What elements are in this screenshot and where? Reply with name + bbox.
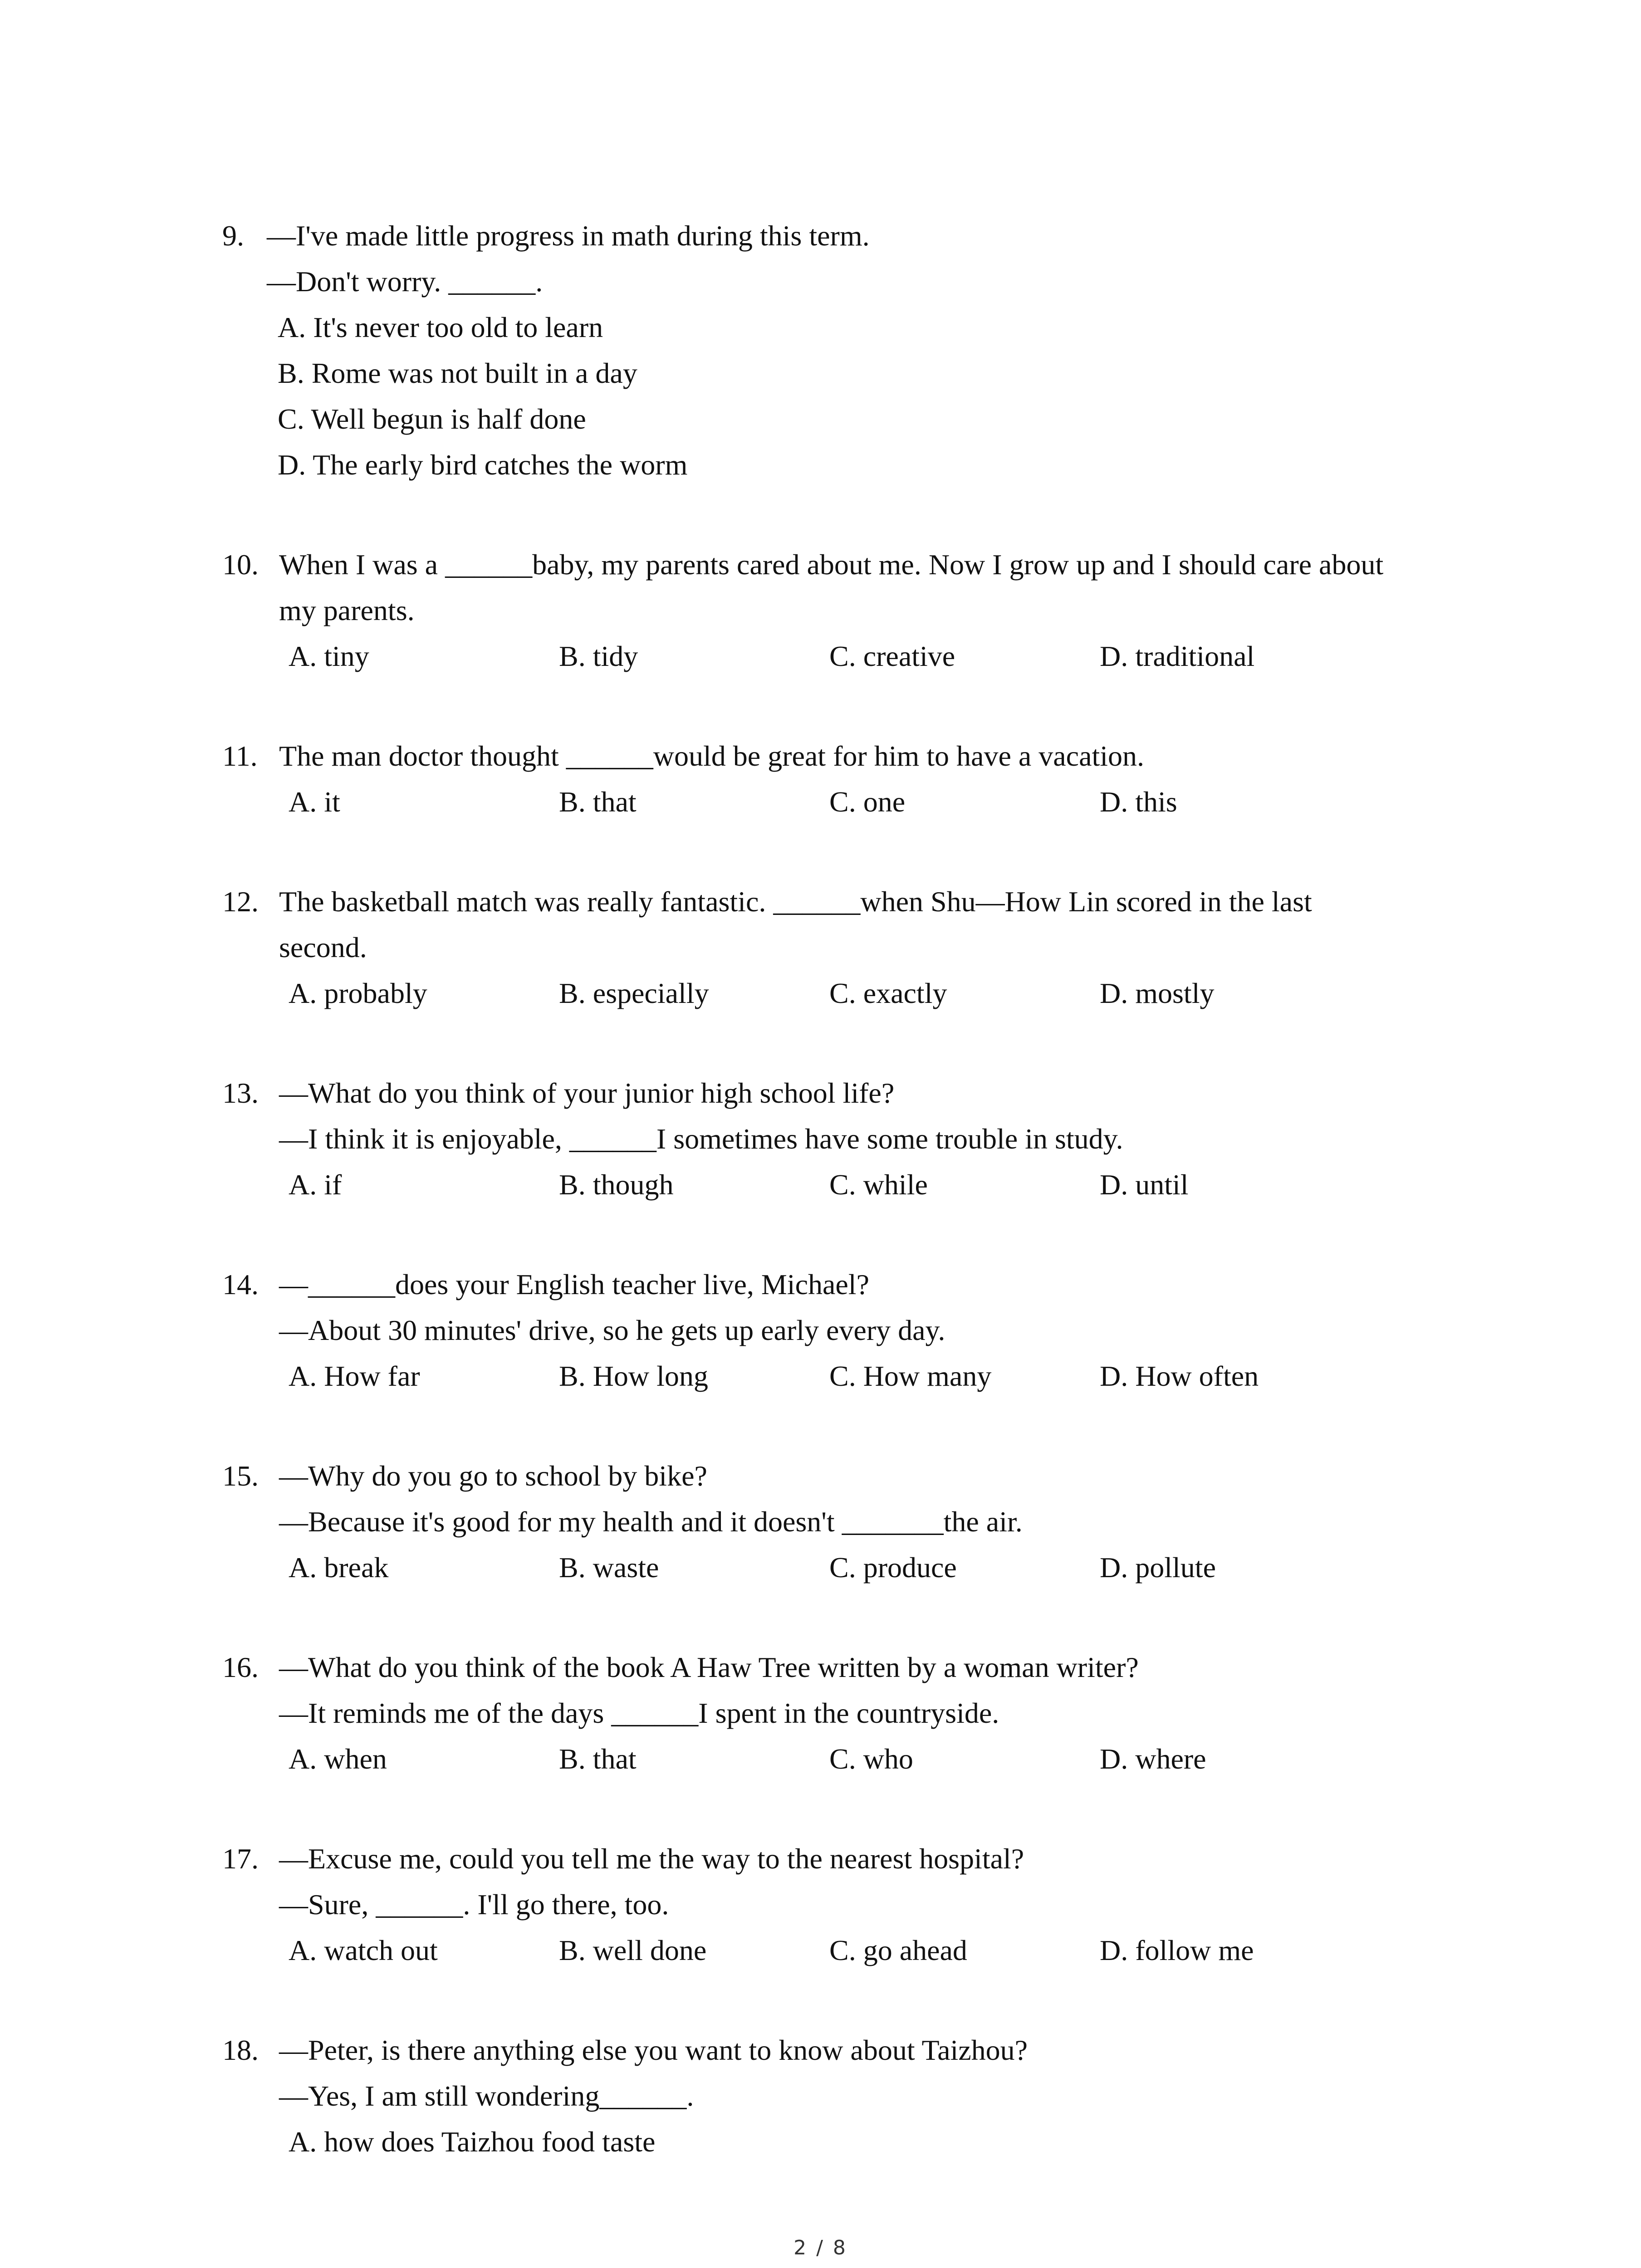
question-stem-line: —Because it's good for my health and it doesn't _______the air. [279,1505,1023,1538]
question-stem-line: —Don't worry. ______. [267,265,543,298]
question-stem-line: —About 30 minutes' drive, so he gets up early every day. [279,1314,945,1346]
option-c: C. produce [829,1551,957,1584]
option-c: C. Well begun is half done [278,403,586,435]
question-number: 14. [222,1268,259,1300]
option-a: A. tiny [289,640,369,672]
question-stem-line: —Peter, is there anything else you want to know about Taizhou? [279,2034,1028,2066]
question-stem-line: The basketball match was really fantastic. ______when Shu—How Lin scored in the last [279,885,1312,918]
option-b: B. especially [559,977,709,1009]
option-b: B. waste [559,1551,659,1584]
question-stem-line: —It reminds me of the days ______I spent in the countryside. [279,1697,999,1729]
option-c: C. creative [829,640,955,672]
option-c: C. while [829,1168,928,1201]
option-a: A. probably [289,977,427,1009]
option-d: D. follow me [1100,1934,1254,1966]
question-stem-line: —I've made little progress in math during this term. [267,220,870,252]
option-a: A. when [289,1743,387,1775]
option-b: B. though [559,1168,674,1201]
question-number: 13. [222,1077,259,1109]
option-d: D. The early bird catches the worm [278,449,688,481]
question-stem-line: —What do you think of your junior high school life? [279,1077,895,1109]
option-c: C. one [829,786,906,818]
question-stem-line: second. [279,931,367,963]
option-a: A. watch out [289,1934,438,1966]
option-b: B. tidy [559,640,638,672]
option-d: D. traditional [1100,640,1255,672]
option-b: B. that [559,786,637,818]
option-d: D. this [1100,786,1177,818]
question-stem-line: —What do you think of the book A Haw Tree written by a woman writer? [279,1651,1139,1683]
option-d: D. where [1100,1743,1206,1775]
question-stem-line: —Sure, ______. I'll go there, too. [279,1888,669,1921]
option-d: D. How often [1100,1360,1259,1392]
question-number: 10. [222,548,259,581]
option-a: A. it [289,786,340,818]
option-d: D. mostly [1100,977,1215,1009]
option-c: C. who [829,1743,913,1775]
option-b: B. that [559,1743,637,1775]
question-stem-line: —Yes, I am still wondering______. [279,2080,694,2112]
option-b: B. How long [559,1360,708,1392]
option-a: A. How far [289,1360,420,1392]
question-number: 18. [222,2034,259,2066]
option-a: A. if [289,1168,342,1201]
question-stem-line: —Excuse me, could you tell me the way to the nearest hospital? [279,1843,1024,1875]
option-b: B. well done [559,1934,707,1966]
question-stem-line: When I was a ______baby, my parents cared about me. Now I grow up and I should care about [279,548,1384,581]
option-a: A. how does Taizhou food taste [289,2126,656,2158]
question-stem-line: The man doctor thought ______would be great for him to have a vacation. [279,740,1145,772]
question-number: 11. [222,740,258,772]
option-d: D. pollute [1100,1551,1216,1584]
question-stem-line: —______does your English teacher live, Michael? [279,1268,869,1300]
question-number: 9. [222,220,244,252]
question-number: 15. [222,1460,259,1492]
page-number: 2 / 8 [794,2236,847,2259]
option-a: A. It's never too old to learn [278,311,603,343]
option-c: C. go ahead [829,1934,967,1966]
question-number: 17. [222,1843,259,1875]
option-b: B. Rome was not built in a day [278,357,637,389]
option-a: A. break [289,1551,389,1584]
question-stem-line: my parents. [279,594,415,626]
question-stem-line: —I think it is enjoyable, ______I sometimes have some trouble in study. [279,1123,1123,1155]
option-c: C. exactly [829,977,947,1009]
question-stem-line: —Why do you go to school by bike? [279,1460,707,1492]
option-c: C. How many [829,1360,992,1392]
option-d: D. until [1100,1168,1189,1201]
question-number: 16. [222,1651,259,1683]
question-number: 12. [222,885,259,918]
